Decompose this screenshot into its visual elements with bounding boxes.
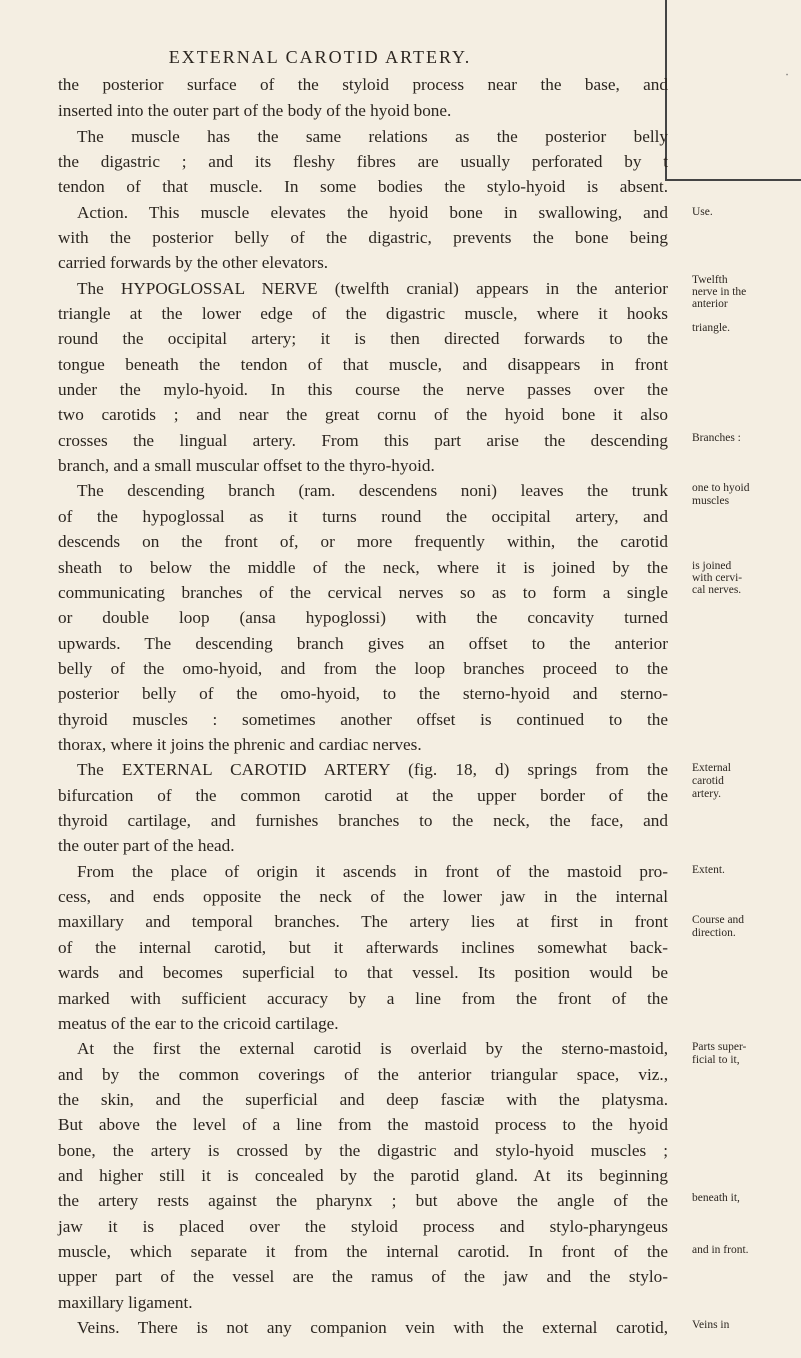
running-header: EXTERNAL CAROTID ARTERY. [168, 47, 472, 67]
text-line: Action. This muscle elevates the hyoid bone in swallowing, and [77, 203, 668, 222]
margin-note: Course and [692, 914, 745, 926]
text-line: thyroid muscles : sometimes another offset is continued to the [58, 710, 668, 729]
text-line: muscle, which separate it from the internal carotid. In front of the [58, 1242, 668, 1261]
text-line: the posterior surface of the styloid process near the base, and [58, 75, 668, 94]
text-line: the outer part of the head. [58, 836, 235, 855]
text-line: of the hypoglossal as it turns round the occipital artery, and [58, 507, 668, 526]
text-line: jaw it is placed over the styloid process and stylo-pharyngeus [58, 1217, 668, 1236]
text-line: branch, and a small muscular offset to the thyro-hyoid. [58, 456, 435, 475]
margin-note: cal nerves. [692, 584, 742, 596]
text-line: marked with sufficient accuracy by a line from the front of the [58, 989, 668, 1008]
margin-note: Parts super- [692, 1041, 747, 1053]
text-line: belly of the omo-hyoid, and from the loop branches proceed to the [58, 659, 668, 678]
text-line: the skin, and the superficial and deep fasciæ with the platysma. [58, 1090, 668, 1109]
margin-note: one to hyoid [692, 482, 750, 494]
text-line: triangle at the lower edge of the digastric muscle, where it hooks [58, 304, 668, 323]
margin-note: nerve in the [692, 286, 747, 298]
text-line: with the posterior belly of the digastric, prevents the bone being [58, 228, 668, 247]
text-line: the digastric ; and its fleshy fibres are usually perforated by t [58, 152, 668, 171]
text-line: posterior belly of the omo-hyoid, to the sterno-hyoid and sterno- [58, 684, 668, 703]
text-line: thorax, where it joins the phrenic and cardiac nerves. [58, 735, 422, 754]
text-line: The HYPOGLOSSAL NERVE (twelfth cranial) appears in the anterior [77, 279, 668, 298]
page-fold-line [665, 179, 801, 181]
margin-note: muscles [692, 495, 730, 507]
text-line: upwards. The descending branch gives an offset to the anterior [58, 634, 668, 653]
text-line: Veins. There is not any companion vein with the external carotid, [77, 1318, 668, 1337]
margin-note: Branches : [692, 432, 741, 444]
margin-note: anterior [692, 298, 728, 310]
margin-note: Veins in [692, 1319, 730, 1331]
text-line: under the mylo-hyoid. In this course the nerve passes over the [58, 380, 668, 399]
text-line: bone, the artery is crossed by the digastric and stylo-hyoid muscles ; [58, 1141, 668, 1160]
text-line: two carotids ; and near the great cornu of the hyoid bone it also [58, 405, 668, 424]
text-line: sheath to below the middle of the neck, where it is joined by the [58, 558, 668, 577]
text-line: From the place of origin it ascends in front of the mastoid pro- [77, 862, 668, 881]
margin-note: triangle. [692, 322, 730, 334]
margin-note: direction. [692, 927, 736, 939]
margin-note: carotid [692, 775, 724, 787]
margin-note: is joined [692, 560, 732, 572]
text-line: of the internal carotid, but it afterwards inclines somewhat back- [58, 938, 668, 957]
text-line: and higher still it is concealed by the parotid gland. At its beginning [58, 1166, 668, 1185]
margin-note: with cervi- [692, 572, 743, 584]
text-line: inserted into the outer part of the body of the hyoid bone. [58, 101, 452, 120]
text-line: maxillary ligament. [58, 1293, 193, 1312]
text-line: wards and becomes superficial to that vessel. Its position would be [58, 963, 668, 982]
text-line: or double loop (ansa hypoglossi) with the concavity turned [58, 608, 668, 627]
text-line: and by the common coverings of the anterior triangular space, viz., [58, 1065, 668, 1084]
text-line: carried forwards by the other elevators. [58, 253, 329, 272]
page-marker: ˑ [785, 68, 790, 82]
text-line: the artery rests against the pharynx ; but above the angle of the [58, 1191, 668, 1210]
margin-note: Twelfth [692, 274, 728, 286]
margin-note: Extent. [692, 864, 725, 876]
text-line: crosses the lingual artery. From this part arise the descending [58, 431, 668, 450]
text-line: round the occipital artery; it is then directed forwards to the [58, 329, 668, 348]
text-line: The muscle has the same relations as the posterior belly [77, 127, 668, 146]
margin-note: External [692, 762, 731, 774]
text-line: thyroid cartilage, and furnishes branches to the neck, the face, and [58, 811, 668, 830]
text-line: tongue beneath the tendon of that muscle, and disappears in front [58, 355, 668, 374]
text-line: maxillary and temporal branches. The artery lies at first in front [58, 912, 668, 931]
margin-note: beneath it, [692, 1192, 740, 1204]
text-line: descends on the front of, or more frequently within, the carotid [58, 532, 668, 551]
text-line: bifurcation of the common carotid at the upper border of the [58, 786, 668, 805]
text-line: meatus of the ear to the cricoid cartilage. [58, 1014, 339, 1033]
text-line: communicating branches of the cervical nerves so as to form a single [58, 583, 668, 602]
text-line: upper part of the vessel are the ramus of the jaw and the stylo- [58, 1267, 668, 1286]
margin-note: artery. [692, 788, 721, 800]
text-line: The EXTERNAL CAROTID ARTERY (fig. 18, d) springs from the [77, 760, 668, 779]
text-line: At the first the external carotid is overlaid by the sterno-mastoid, [77, 1039, 668, 1058]
text-line: But above the level of a line from the mastoid process to the hyoid [58, 1115, 668, 1134]
margin-note: ficial to it, [692, 1054, 740, 1066]
text-line: The descending branch (ram. descendens noni) leaves the trunk [77, 481, 668, 500]
margin-note: Use. [692, 206, 713, 218]
text-line: tendon of that muscle. In some bodies the stylo-hyoid is absent. [58, 177, 668, 196]
margin-note: and in front. [692, 1244, 749, 1256]
text-line: cess, and ends opposite the neck of the lower jaw in the internal [58, 887, 668, 906]
